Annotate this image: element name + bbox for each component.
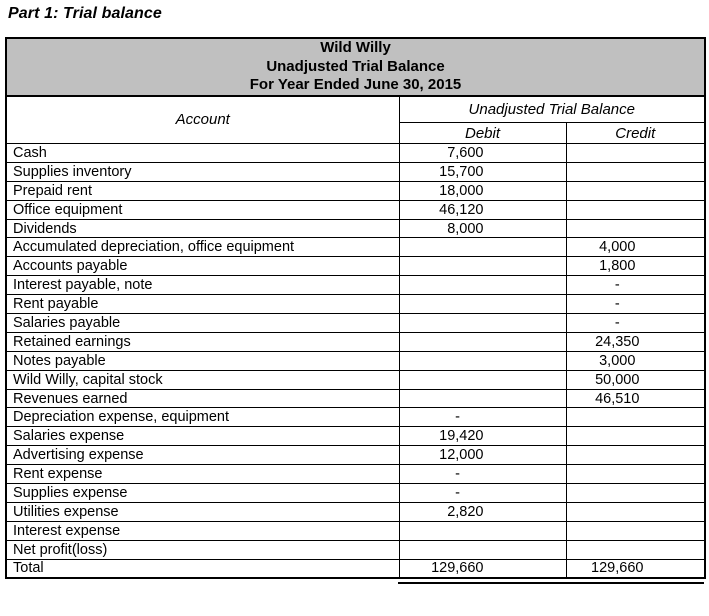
debit-cell: - xyxy=(399,465,566,484)
statement-name: Unadjusted Trial Balance xyxy=(266,57,445,75)
account-cell: Advertising expense xyxy=(6,446,399,465)
credit-cell: 1,800 xyxy=(566,257,705,276)
table-row xyxy=(6,446,705,465)
account-cell: Revenues earned xyxy=(6,389,399,408)
table-row xyxy=(6,351,705,370)
table-row xyxy=(6,332,705,351)
account-cell: Supplies inventory xyxy=(6,162,399,181)
table-row xyxy=(6,408,705,427)
table-row xyxy=(6,484,705,503)
debit-cell xyxy=(399,389,566,408)
statement-period: For Year Ended June 30, 2015 xyxy=(249,76,462,93)
credit-cell: 24,350 xyxy=(566,332,705,351)
table-row xyxy=(6,162,705,181)
account-cell: Wild Willy, capital stock xyxy=(6,370,399,389)
account-cell: Accounts payable xyxy=(6,257,399,276)
credit-cell xyxy=(566,408,705,427)
debit-cell: - xyxy=(399,408,566,427)
credit-cell: 3,000 xyxy=(566,351,705,370)
credit-column-header: Credit xyxy=(566,123,705,144)
credit-cell xyxy=(566,181,705,200)
credit-cell xyxy=(566,446,705,465)
credit-cell: 129,660 xyxy=(566,559,705,578)
account-cell: Depreciation expense, equipment xyxy=(6,408,399,427)
account-cell: Utilities expense xyxy=(6,502,399,521)
debit-cell xyxy=(399,521,566,540)
account-cell: Salaries expense xyxy=(6,427,399,446)
debit-cell xyxy=(399,314,566,333)
credit-cell xyxy=(566,144,705,163)
table-row xyxy=(6,276,705,295)
debit-cell xyxy=(399,370,566,389)
credit-cell: 46,510 xyxy=(566,389,705,408)
credit-cell xyxy=(566,162,705,181)
credit-cell xyxy=(566,427,705,446)
debit-cell xyxy=(399,332,566,351)
account-cell: Office equipment xyxy=(6,200,399,219)
table-row xyxy=(6,257,705,276)
page-title: Part 1: Trial balance xyxy=(8,5,162,22)
table-row xyxy=(6,370,705,389)
debit-cell xyxy=(399,351,566,370)
account-cell: Accumulated depreciation, office equipment xyxy=(6,238,399,257)
credit-cell: - xyxy=(566,314,705,333)
account-cell: Interest expense xyxy=(6,521,399,540)
debit-cell xyxy=(399,238,566,257)
table-row xyxy=(6,521,705,540)
credit-cell: 50,000 xyxy=(566,370,705,389)
account-cell: Interest payable, note xyxy=(6,276,399,295)
table-row xyxy=(6,540,705,559)
debit-cell xyxy=(399,295,566,314)
table-row xyxy=(6,238,705,257)
account-column-header: Account xyxy=(6,96,399,144)
table-row xyxy=(6,219,705,238)
credit-cell: 4,000 xyxy=(566,238,705,257)
account-cell: Dividends xyxy=(6,219,399,238)
debit-cell: 12,000 xyxy=(399,446,566,465)
table-row xyxy=(6,427,705,446)
credit-cell xyxy=(566,219,705,238)
account-cell: Rent payable xyxy=(6,295,399,314)
column-header-row-1 xyxy=(6,96,705,123)
debit-cell xyxy=(399,540,566,559)
table-row xyxy=(6,389,705,408)
credit-cell xyxy=(566,540,705,559)
debit-cell xyxy=(399,257,566,276)
debit-cell: 8,000 xyxy=(399,219,566,238)
credit-cell: - xyxy=(566,295,705,314)
table-row xyxy=(6,181,705,200)
credit-cell xyxy=(566,502,705,521)
account-cell: Retained earnings xyxy=(6,332,399,351)
account-cell: Supplies expense xyxy=(6,484,399,503)
debit-cell: 2,820 xyxy=(399,502,566,521)
account-cell: Cash xyxy=(6,144,399,163)
table-row xyxy=(6,314,705,333)
table-row xyxy=(6,200,705,219)
table-row xyxy=(6,144,705,163)
debit-column-header: Debit xyxy=(399,123,566,144)
account-cell: Rent expense xyxy=(6,465,399,484)
debit-cell: - xyxy=(399,484,566,503)
credit-cell: - xyxy=(566,276,705,295)
debit-cell: 19,420 xyxy=(399,427,566,446)
debit-cell: 46,120 xyxy=(399,200,566,219)
credit-cell xyxy=(566,484,705,503)
table-title-band xyxy=(6,38,705,96)
account-cell: Net profit(loss) xyxy=(6,540,399,559)
account-cell: Notes payable xyxy=(6,351,399,370)
total-double-underline xyxy=(398,582,704,584)
table-row xyxy=(6,295,705,314)
account-cell: Prepaid rent xyxy=(6,181,399,200)
credit-cell xyxy=(566,200,705,219)
debit-cell: 15,700 xyxy=(399,162,566,181)
account-cell: Salaries payable xyxy=(6,314,399,333)
debit-cell: 129,660 xyxy=(399,559,566,578)
table-row-total xyxy=(6,559,705,578)
credit-cell xyxy=(566,465,705,484)
company-name: Wild Willy xyxy=(320,39,391,56)
account-cell: Total xyxy=(6,559,399,578)
table-title-cell xyxy=(6,38,705,96)
credit-cell xyxy=(566,521,705,540)
trial-balance-table xyxy=(5,37,706,579)
debit-cell xyxy=(399,276,566,295)
debit-cell: 7,600 xyxy=(399,144,566,163)
table-row xyxy=(6,465,705,484)
table-row xyxy=(6,502,705,521)
group-column-header: Unadjusted Trial Balance xyxy=(399,96,705,123)
debit-cell: 18,000 xyxy=(399,181,566,200)
trial-balance-table-wrapper xyxy=(5,37,704,579)
